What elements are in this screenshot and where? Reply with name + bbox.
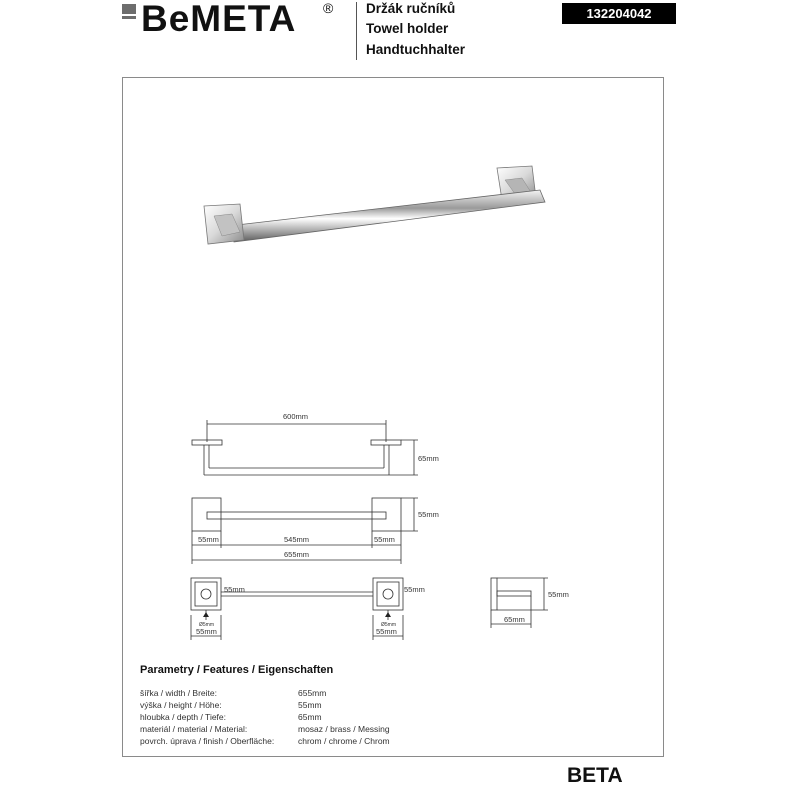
- dim-right-plate: 55mm: [374, 535, 395, 544]
- left-arrow-icon: [203, 612, 209, 617]
- left-screw-hole: [201, 589, 211, 599]
- title-en: Towel holder: [366, 21, 449, 36]
- side-view-plate: [491, 578, 497, 610]
- right-screw-hole: [383, 589, 393, 599]
- dim-total-width: 655mm: [284, 550, 310, 559]
- dim-screw-left: Ø5mm: [199, 622, 214, 628]
- param-label-depth: hloubka / depth / Tiefe:: [140, 712, 227, 722]
- registered-mark: ®: [323, 0, 334, 16]
- param-value-depth: 65mm: [298, 712, 322, 722]
- dim-side-depth: 65mm: [504, 615, 525, 624]
- back-view-right-plate: [373, 578, 403, 610]
- dim-center-span: 545mm: [284, 535, 310, 544]
- title-de: Handtuchhalter: [366, 42, 466, 57]
- param-label-material: materiál / material / Material:: [140, 724, 248, 734]
- param-label-height: výška / height / Höhe:: [140, 700, 222, 710]
- param-value-height: 55mm: [298, 700, 322, 710]
- back-view-left-plate: [191, 578, 221, 610]
- dim-bar-length: 600mm: [283, 412, 309, 421]
- params-title: Parametry / Features / Eigenschaften: [140, 664, 334, 676]
- right-arrow-icon: [385, 612, 391, 617]
- front-view-left-plate: [192, 498, 221, 531]
- param-value-material: mosaz / brass / Messing: [298, 724, 390, 734]
- dim-depth: 65mm: [418, 454, 439, 463]
- dim-plate-height: 55mm: [418, 510, 439, 519]
- param-value-finish: chrom / chrome / Chrom: [298, 736, 390, 746]
- param-label-width: šířka / width / Breite:: [140, 688, 217, 698]
- param-label-finish: povrch. úprava / finish / Oberfläche:: [140, 736, 275, 746]
- side-view-bar: [497, 591, 531, 596]
- dim-back-right: 55mm: [404, 585, 425, 594]
- dim-back-bottom-right: 55mm: [376, 627, 397, 636]
- dim-screw-right: Ø5mm: [381, 622, 396, 628]
- front-view-right-plate: [372, 498, 401, 531]
- brand-logo: BeMETA: [141, 0, 297, 39]
- dim-back-bottom-left: 55mm: [196, 627, 217, 636]
- front-view-bar: [207, 512, 386, 519]
- param-value-width: 655mm: [298, 688, 327, 698]
- title-cz: Držák ručníků: [366, 1, 456, 16]
- dim-left-plate: 55mm: [198, 535, 219, 544]
- model-name: BETA: [567, 764, 623, 787]
- dim-back-left: 55mm: [224, 585, 245, 594]
- product-code: 132204042: [562, 3, 676, 24]
- dim-side-height: 55mm: [548, 590, 569, 599]
